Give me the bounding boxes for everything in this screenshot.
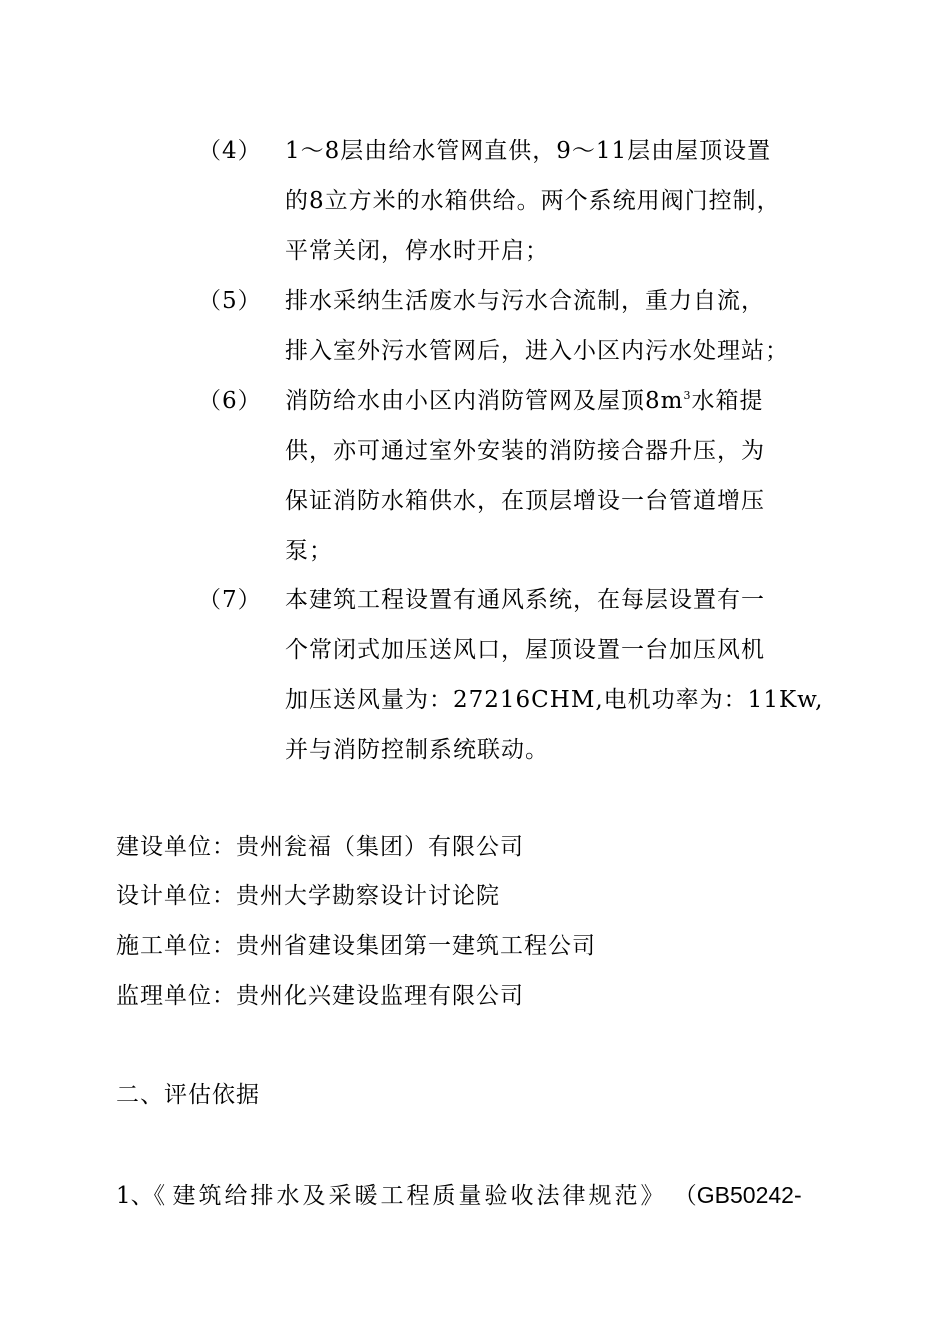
reference-title: 建筑给排水及采暖工程质量验收法律规范》 xyxy=(172,1183,667,1209)
item-number: （6） xyxy=(198,388,262,414)
text-line: 加压送风量为：27216CHM,电机功率为：11Kw, xyxy=(285,687,824,713)
text-line: 平常关闭，停水时开启； xyxy=(285,238,549,264)
org-construction-unit: 建设单位：贵州瓮福（集团）有限公司 xyxy=(116,834,524,860)
item-text xyxy=(285,575,825,775)
text-line: 排入室外污水管网后，进入小区内污水处理站； xyxy=(285,338,789,364)
text-line xyxy=(285,376,825,426)
text-line: 并与消防控制系统联动。 xyxy=(285,737,549,763)
item-number: （7） xyxy=(198,587,262,613)
text-line: 个常闭式加压送风口，屋顶设置一台加压风机 xyxy=(285,637,765,663)
item-text xyxy=(285,126,825,276)
reference-line xyxy=(116,1170,802,1221)
unit-text: 8m xyxy=(645,388,684,414)
org-design-unit: 设计单位：贵州大学勘察设计讨论院 xyxy=(116,883,500,909)
text-line: 排水采纳生活废水与污水合流制，重力自流， xyxy=(285,288,765,314)
reference-code: （GB50242- xyxy=(673,1182,802,1208)
item-text xyxy=(285,276,825,376)
item-number: （4） xyxy=(198,138,262,164)
text-line: 1～8层由给水管网直供，9～11层由屋顶设置 xyxy=(285,138,772,164)
item-number: （5） xyxy=(198,288,262,314)
text-segment: 消防给水由小区内消防管网及屋顶 xyxy=(285,388,645,414)
org-supervision-unit: 监理单位：贵州化兴建设监理有限公司 xyxy=(116,983,524,1009)
reference-prefix: 1、《 xyxy=(116,1183,166,1209)
text-line: 供，亦可通过室外安装的消防接合器升压，为 xyxy=(285,438,765,464)
text-line: 的8立方米的水箱供给。两个系统用阀门控制， xyxy=(285,188,781,214)
section-heading: 二、评估依据 xyxy=(116,1082,260,1108)
text-line: 保证消防水箱供水，在顶层增设一台管道增压 xyxy=(285,488,765,514)
text-line: 泵； xyxy=(285,538,333,564)
text-line: 本建筑工程设置有通风系统，在每层设置有一 xyxy=(285,587,765,613)
text-segment: 水箱提 xyxy=(691,388,764,414)
org-builder-unit: 施工单位：贵州省建设集团第一建筑工程公司 xyxy=(116,933,596,959)
unit-superscript: 3 xyxy=(683,389,692,402)
item-text xyxy=(285,376,825,576)
